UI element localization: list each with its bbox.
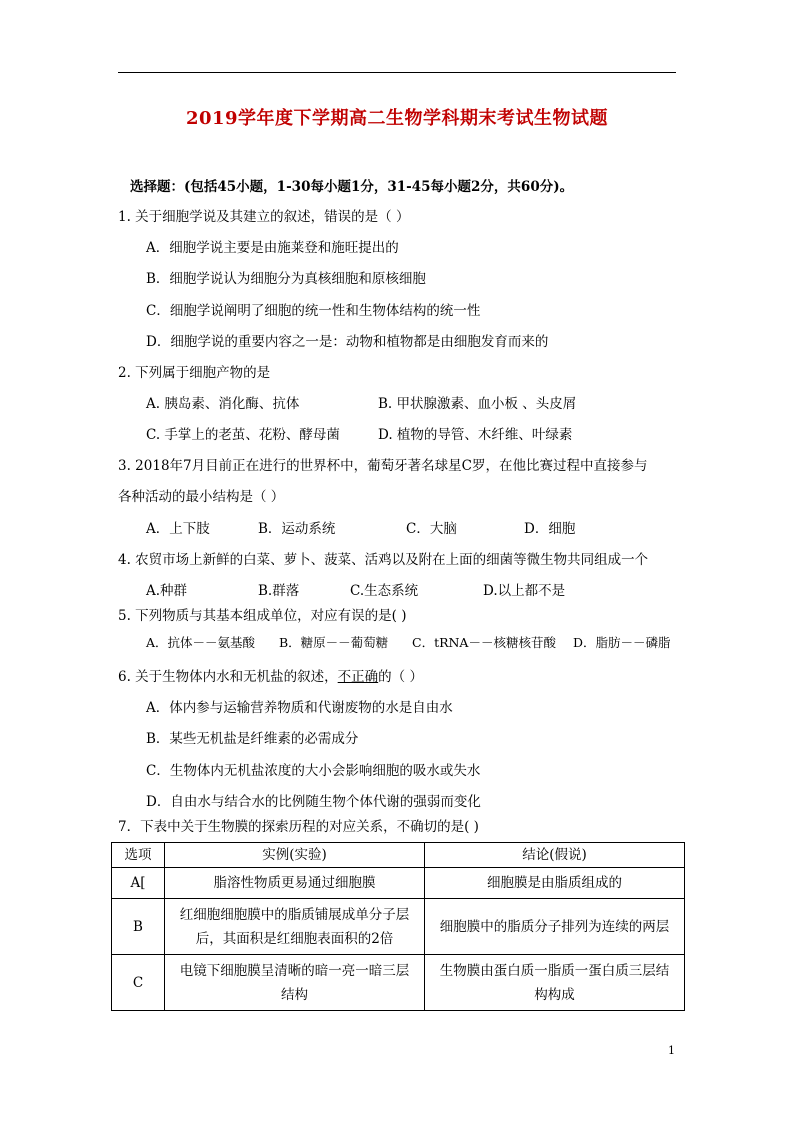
row-a-example: 脂溶性物质更易通过细胞膜 <box>165 868 425 899</box>
q1-option-a: A．细胞学说主要是由施莱登和施旺提出的 <box>146 240 399 256</box>
row-b-example-line1: 红细胞细胞膜中的脂质铺展成单分子层 <box>179 906 410 923</box>
q6-option-a: A．体内参与运输营养物质和代谢废物的水是自由水 <box>146 700 453 716</box>
q1-option-d: D．细胞学说的重要内容之一是：动物和植物都是由细胞发育而来的 <box>146 334 549 350</box>
q3-option-d: D．细胞 <box>524 521 576 537</box>
q4-option-c: C.生态系统 <box>350 583 419 599</box>
q6-stem-underlined: 不正确 <box>337 669 379 685</box>
q6-stem-pre: 6. 关于生物体内水和无机盐的叙述， <box>118 669 338 685</box>
table-row <box>112 899 685 955</box>
row-c-example-line1: 电镜下细胞膜呈清晰的暗一亮一暗三层 <box>179 962 410 979</box>
row-b-example <box>165 899 425 955</box>
membrane-history-table <box>111 842 685 1011</box>
q2-stem: 2. 下列属于细胞产物的是 <box>118 365 271 381</box>
q2-option-a: A. 胰岛素、消化酶、抗体 <box>146 396 300 412</box>
table-row <box>112 868 685 899</box>
header-option: 选项 <box>112 843 165 868</box>
page-number: 1 <box>668 1044 675 1057</box>
header-conclusion: 结论(假说) <box>425 843 685 868</box>
row-b-option: B <box>112 899 165 955</box>
q5-option-d: D．脂肪－－磷脂 <box>573 635 671 650</box>
q3-stem-line1: 3. 2018年7月目前正在进行的世界杯中，葡萄牙著名球星C罗，在他比赛过程中直接参与 <box>118 458 648 474</box>
q3-option-b: B．运动系统 <box>258 521 336 537</box>
q1-stem: 1. 关于细胞学说及其建立的叙述，错误的是（ ） <box>118 209 410 225</box>
row-c-conclusion-line1: 生物膜由蛋白质一脂质一蛋白质三层结 <box>439 962 670 979</box>
q4-stem: 4. 农贸市场上新鲜的白菜、萝卜、菠菜、活鸡以及附在上面的细菌等微生物共同组成一个 <box>118 552 649 568</box>
row-b-example-line2: 后，其面积是红细胞表面积的2倍 <box>195 930 394 947</box>
q3-option-c: C．大脑 <box>406 521 457 537</box>
q6-option-d: D．自由水与结合水的比例随生物个体代谢的强弱而变化 <box>146 794 481 810</box>
row-a-option: A[ <box>112 868 165 899</box>
table-header-row <box>112 843 685 868</box>
header-rule <box>118 72 676 73</box>
q6-stem <box>118 668 423 686</box>
q6-stem-post: 的（ ） <box>378 669 423 685</box>
q5-option-b: B．糖原－－葡萄糖 <box>279 635 389 650</box>
q2-option-b: B. 甲状腺激素、血小板 、头皮屑 <box>378 396 577 412</box>
q1-option-b: B．细胞学说认为细胞分为真核细胞和原核细胞 <box>146 271 426 287</box>
q7-stem: 7．下表中关于生物膜的探索历程的对应关系，不确切的是( ) <box>118 819 479 835</box>
q4-option-d: D.以上都不是 <box>483 583 566 599</box>
q2-option-c: C. 手掌上的老茧、花粉、酵母菌 <box>146 427 340 443</box>
row-b-conclusion: 细胞膜中的脂质分子排列为连续的两层 <box>425 899 685 955</box>
q3-option-a: A．上下肢 <box>146 521 210 537</box>
q5-option-a: A．抗体－－氨基酸 <box>146 635 256 650</box>
row-c-conclusion <box>425 955 685 1011</box>
q4-option-b: B.群落 <box>258 583 300 599</box>
q2-option-d: D. 植物的导管、木纤维、叶绿素 <box>378 427 573 443</box>
section-heading: 选择题：(包括45小题，1-30每小题1分，31-45每小题2分，共60分)。 <box>130 179 574 195</box>
q4-option-a: A.种群 <box>146 583 188 599</box>
header-example: 实例(实验) <box>165 843 425 868</box>
row-c-conclusion-line2: 构构成 <box>534 986 575 1003</box>
row-c-example <box>165 955 425 1011</box>
q6-option-b: B．某些无机盐是纤维素的必需成分 <box>146 731 359 747</box>
row-c-option: C <box>112 955 165 1011</box>
q1-option-c: C．细胞学说阐明了细胞的统一性和生物体结构的统一性 <box>146 303 481 319</box>
page-title: 2019学年度下学期高二生物学科期末考试生物试题 <box>185 108 609 129</box>
q3-stem-line2: 各种活动的最小结构是（ ） <box>118 489 285 505</box>
row-a-conclusion: 细胞膜是由脂质组成的 <box>425 868 685 899</box>
q5-option-c: C．tRNA－－核糖核苷酸 <box>412 635 556 650</box>
q6-option-c: C．生物体内无机盐浓度的大小会影响细胞的吸水或失水 <box>146 763 481 779</box>
table-row <box>112 955 685 1011</box>
q5-stem: 5. 下列物质与其基本组成单位，对应有误的是( ) <box>118 608 407 624</box>
row-c-example-line2: 结构 <box>281 986 308 1003</box>
